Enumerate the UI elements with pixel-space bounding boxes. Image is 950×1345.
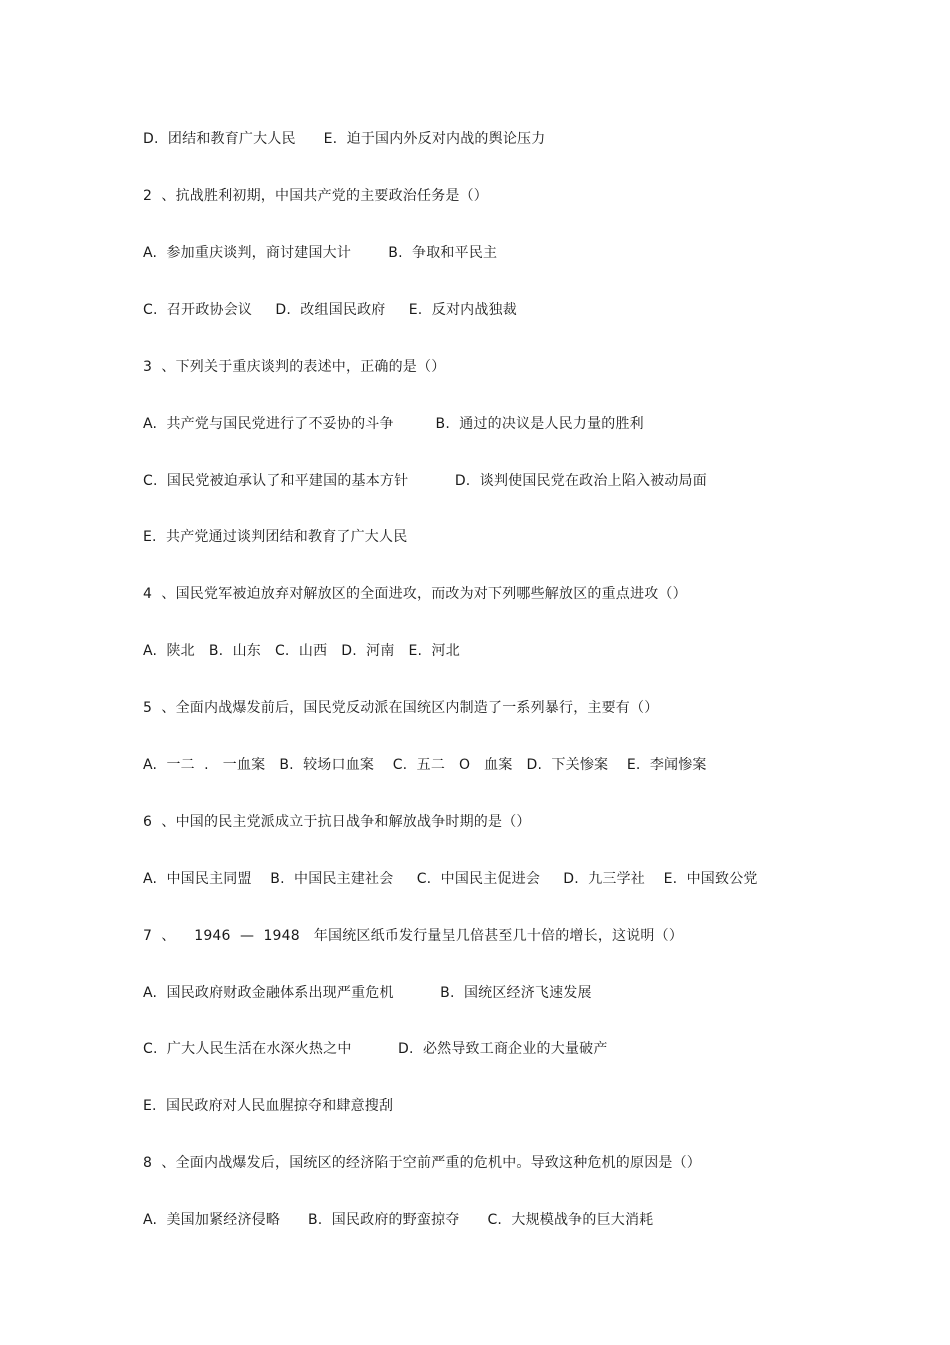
option-line-q2-ab: A. 参加重庆谈判，商讨建国大计 B. 争取和平民主 <box>143 245 498 261</box>
option-line-q7-ab: A. 国民政府财政金融体系出现严重危机 B. 国统区经济飞速发展 <box>143 985 592 1001</box>
question-7: 7 、 1946 — 1948 年国统区纸币发行量呈几倍甚至几十倍的增长，这说明（） <box>143 928 684 944</box>
option-line-q8-abc: A. 美国加紧经济侵略 B. 国民政府的野蛮掠夺 C. 大规模战争的巨大消耗 <box>143 1212 654 1228</box>
question-4: 4 、国民党军被迫放弃对解放区的全面进攻，而改为对下列哪些解放区的重点进攻（） <box>143 586 687 602</box>
question-3: 3 、下列关于重庆谈判的表述中，正确的是（） <box>143 359 446 375</box>
question-5: 5 、全面内战爆发前后，国民党反动派在国统区内制造了一系列暴行，主要有（） <box>143 700 659 716</box>
option-line-q6: A. 中国民主同盟 B. 中国民主建社会 C. 中国民主促进会 D. 九三学社 E. 中国致公党 <box>143 871 758 887</box>
option-line-q2-cde: C. 召开政协会议 D. 改组国民政府 E. 反对内战独裁 <box>143 302 517 318</box>
question-6: 6 、中国的民主党派成立于抗日战争和解放战争时期的是（） <box>143 814 531 830</box>
question-8: 8 、全面内战爆发后，国统区的经济陷于空前严重的危机中。导致这种危机的原因是（） <box>143 1155 702 1171</box>
option-line-q3-cd: C. 国民党被迫承认了和平建国的基本方针 D. 谈判使国民党在政治上陷入被动局面 <box>143 473 707 489</box>
option-line-q4: A. 陕北 B. 山东 C. 山西 D. 河南 E. 河北 <box>143 643 460 659</box>
question-2: 2 、抗战胜利初期，中国共产党的主要政治任务是（） <box>143 188 489 204</box>
option-line-q7-e: E. 国民政府对人民血腥掠夺和肆意搜刮 <box>143 1098 394 1114</box>
option-line-q5: A. 一二 . 一血案 B. 较场口血案 C. 五二 O 血案 D. 下关惨案 E. 李闻惨案 <box>143 757 707 773</box>
option-line-q3-ab: A. 共产党与国民党进行了不妥协的斗争 B. 通过的决议是人民力量的胜利 <box>143 416 644 432</box>
option-line-q7-cd: C. 广大人民生活在水深火热之中 D. 必然导致工商企业的大量破产 <box>143 1041 608 1057</box>
option-line-q1-de: D. 团结和教育广大人民 E. 迫于国内外反对内战的舆论压力 <box>143 131 546 147</box>
option-line-q3-e: E. 共产党通过谈判团结和教育了广大人民 <box>143 529 408 545</box>
